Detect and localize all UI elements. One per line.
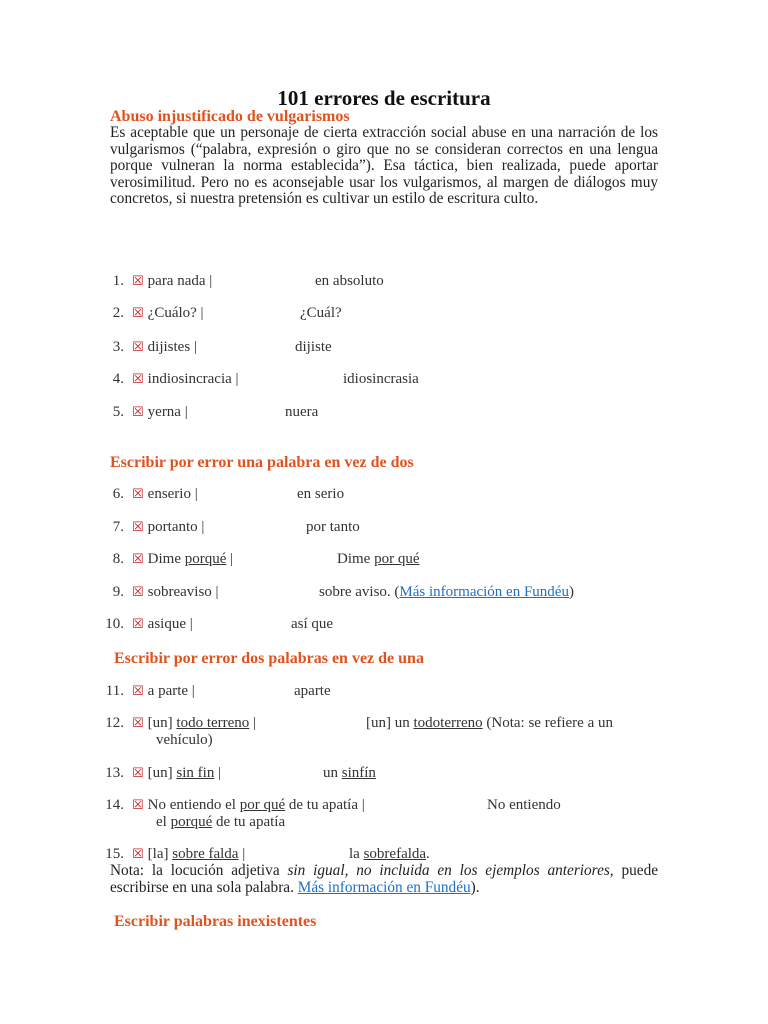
fundeu-link[interactable]: Más información en Fundéu	[399, 584, 569, 600]
correct-form: dijiste	[295, 339, 332, 355]
correct-form: aparte	[294, 683, 331, 699]
page-title: 101 errores de escritura	[277, 86, 491, 110]
wrong-form-underlined: todo terreno	[176, 715, 250, 731]
item-continuation: vehículo)	[156, 732, 213, 748]
item-number: 1.	[112, 273, 124, 289]
section-heading-inexistentes: Escribir palabras inexistentes	[114, 913, 317, 930]
cross-box-icon: ☒	[132, 340, 144, 355]
correct-form: por tanto	[306, 519, 360, 535]
cross-box-icon: ☒	[132, 716, 144, 731]
wrong-form: [la]	[147, 846, 169, 862]
correct-form: en absoluto	[315, 273, 384, 289]
item-number: 4.	[112, 371, 124, 387]
wrong-form: a parte |	[147, 683, 195, 699]
wrong-form: No entiendo el	[147, 797, 236, 813]
section-heading-dos-palabras: Escribir por error dos palabras en vez de una	[114, 650, 424, 667]
note-text-b: puede escribirse en una sola palabra.	[110, 862, 659, 896]
wrong-form: asique |	[147, 616, 193, 632]
wrong-form: [un]	[147, 765, 173, 781]
item-number: 14.	[105, 797, 124, 813]
correct-form-text: sobre aviso. (	[319, 584, 400, 600]
item-number: 2.	[112, 305, 124, 321]
list-item	[94, 519, 204, 536]
correct-form: idiosincrasia	[343, 371, 419, 387]
list-item	[94, 486, 198, 503]
correct-form	[337, 551, 419, 568]
cross-box-icon: ☒	[132, 274, 144, 289]
list-item	[94, 846, 245, 863]
cross-box-icon: ☒	[132, 585, 144, 600]
note-end: ).	[470, 878, 480, 896]
intro-paragraph: Es aceptable que un personaje de cierta extracción social abuse en una narración de los vulgarismos (“palabra, expresión o giro que no se consideran correctos en una lengua porque vulneran la norma establecida”). Esa táctica, bien realizada, puede aportar verosimilitud. Pero no es aconsejable usar los vulgarismos, al margen de diálogos muy concretos, si nuestra pretensión es cultivar un estilo de escritura culto.	[110, 124, 658, 208]
correct-form-underlined: sinfín	[341, 765, 376, 781]
correct-form	[366, 715, 613, 732]
item-number: 15.	[105, 846, 124, 862]
correct-form-text: Dime	[337, 551, 371, 567]
correct-form	[349, 846, 430, 863]
list-item	[94, 371, 239, 388]
wrong-form: ¿Cuálo? |	[147, 305, 204, 321]
wrong-form: enserio |	[147, 486, 198, 502]
wrong-form: portanto |	[147, 519, 205, 535]
correct-form-underlined: porqué	[170, 814, 213, 830]
cross-box-icon: ☒	[132, 684, 144, 699]
separator: |	[218, 765, 222, 781]
correct-form-text: el	[156, 814, 167, 830]
section-heading-una-palabra: Escribir por error una palabra en vez de dos	[110, 454, 414, 471]
correct-form	[323, 765, 376, 782]
cross-box-icon: ☒	[132, 520, 144, 535]
item-number: 7.	[112, 519, 124, 535]
list-item	[94, 305, 204, 322]
separator: |	[230, 551, 234, 567]
list-item	[94, 715, 256, 732]
closing-paren: )	[568, 584, 574, 600]
note-italic: sin igual, no incluida en los ejemplos anteriores,	[287, 862, 614, 879]
wrong-form: sobreaviso |	[147, 584, 219, 600]
wrong-form: [un]	[147, 715, 173, 731]
correct-form-underlined: sobrefalda	[363, 846, 427, 862]
cross-box-icon: ☒	[132, 372, 144, 387]
correct-form-underlined: todoterreno	[413, 715, 483, 731]
wrong-form-underlined: por qué	[239, 797, 286, 813]
wrong-form: indiosincracia |	[147, 371, 239, 387]
cross-box-icon: ☒	[132, 487, 144, 502]
correct-form: nuera	[285, 404, 319, 420]
list-item	[94, 339, 197, 356]
separator: |	[253, 715, 257, 731]
list-item	[94, 551, 233, 568]
period: .	[426, 846, 430, 862]
cross-box-icon: ☒	[132, 306, 144, 321]
cross-box-icon: ☒	[132, 405, 144, 420]
wrong-form: dijistes |	[147, 339, 197, 355]
fundeu-link[interactable]: Más información en Fundéu	[297, 878, 471, 896]
correct-form-text: la	[349, 846, 360, 862]
item-number: 13.	[105, 765, 124, 781]
correct-form: No entiendo	[487, 797, 561, 813]
cross-box-icon: ☒	[132, 847, 144, 862]
correct-form: así que	[291, 616, 334, 632]
correct-form-text: [un] un	[366, 715, 410, 731]
wrong-form-underlined: sin fin	[176, 765, 215, 781]
item-number: 11.	[105, 683, 124, 699]
list-item	[94, 616, 193, 633]
item-number: 3.	[112, 339, 124, 355]
item-number: 10.	[105, 616, 124, 632]
cross-box-icon: ☒	[132, 766, 144, 781]
section-heading-vulgarismos: Abuso injustificado de vulgarismos	[110, 108, 350, 125]
item-number: 12.	[105, 715, 124, 731]
cross-box-icon: ☒	[132, 798, 144, 813]
correct-form-underlined: por qué	[374, 551, 420, 567]
correct-form-note: (Nota: se refiere a un	[486, 715, 613, 731]
list-item	[94, 683, 195, 700]
correct-form-text: un	[323, 765, 338, 781]
wrong-form-underlined: porqué	[184, 551, 227, 567]
list-item	[94, 404, 188, 421]
note-text: Nota: la locución adjetiva	[110, 862, 280, 879]
wrong-form: para nada |	[147, 273, 213, 289]
list-item	[94, 765, 221, 782]
correct-form: ¿Cuál?	[300, 305, 342, 321]
item-number: 5.	[112, 404, 124, 420]
item-continuation	[156, 814, 285, 831]
wrong-form-tail: de tu apatía |	[288, 797, 365, 813]
note-paragraph	[110, 863, 658, 896]
wrong-form: yerna |	[147, 404, 188, 420]
item-number: 9.	[112, 584, 124, 600]
list-item	[94, 273, 212, 290]
item-number: 6.	[112, 486, 124, 502]
cross-box-icon: ☒	[132, 617, 144, 632]
cross-box-icon: ☒	[132, 552, 144, 567]
list-item	[94, 584, 219, 601]
correct-form	[319, 584, 574, 601]
wrong-form: Dime	[147, 551, 181, 567]
correct-form: en serio	[297, 486, 345, 502]
wrong-form-underlined: sobre falda	[172, 846, 239, 862]
separator: |	[242, 846, 246, 862]
list-item	[94, 797, 365, 814]
correct-form-tail: de tu apatía	[215, 814, 286, 830]
item-number: 8.	[112, 551, 124, 567]
